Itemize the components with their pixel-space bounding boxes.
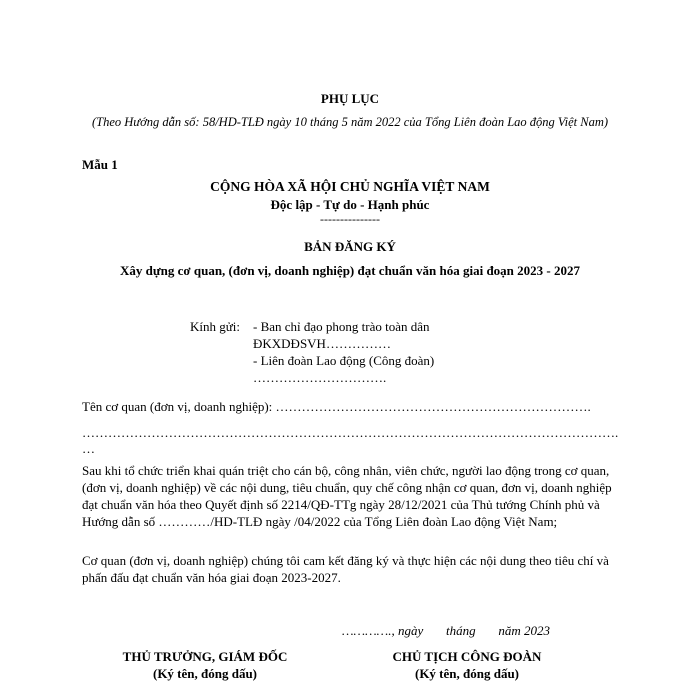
appendix-subtitle: (Theo Hướng dẫn số: 58/HD-TLĐ ngày 10 tháng 5 năm 2022 của Tổng Liên đoàn Lao động Việt Nam) bbox=[91, 115, 609, 129]
document-title: BẢN ĐĂNG KÝ bbox=[304, 239, 396, 254]
document-subtitle: Xây dựng cơ quan, (đơn vị, doanh nghiệp) đạt chuẩn văn hóa giai đoạn 2023 - 2027 bbox=[120, 263, 580, 278]
appendix-title: PHỤ LỤC bbox=[320, 91, 380, 106]
form-label: Mẫu 1 bbox=[82, 157, 118, 172]
header-divider: --------------- bbox=[320, 212, 380, 226]
nation-motto: Độc lập - Tự do - Hạnh phúc bbox=[270, 197, 430, 212]
recipient-line: - Liên đoàn Lao động (Công đoàn) bbox=[253, 353, 435, 368]
recipient-line: - Ban chỉ đạo phong trào toàn dân bbox=[253, 319, 430, 334]
signature-director-title: THỦ TRƯỞNG, GIÁM ĐỐC bbox=[122, 649, 288, 664]
signature-union-chair-note: (Ký tên, đóng dấu) bbox=[414, 666, 520, 681]
recipient-line: …………………………. bbox=[253, 370, 387, 385]
signature-union-chair bbox=[362, 648, 572, 682]
body-paragraph-2: Cơ quan (đơn vị, doanh nghiệp) chúng tôi cam kết đăng ký và thực hiện các nội dung theo tiêu chí và phấn đấu đạt chuẩn văn hóa giai đoạn 2023-2027. bbox=[82, 553, 609, 585]
date-line: …………., ngày tháng năm 2023 bbox=[342, 623, 551, 638]
signature-director bbox=[100, 648, 310, 682]
recipient-line: ĐKXDĐSVH…………… bbox=[253, 336, 391, 351]
signature-union-chair-title: CHỦ TỊCH CÔNG ĐOÀN bbox=[392, 649, 542, 664]
org-name-blank-line: ……………………………………………………………………………………………………………. bbox=[82, 425, 618, 440]
recipients-list bbox=[253, 318, 513, 386]
body-paragraph-1: Sau khi tổ chức triển khai quán triệt cho cán bộ, công nhân, viên chức, người lao động trong cơ quan, (đơn vị, doanh nghiệp) về các nội dung, tiêu chuẩn, quy chế công nhận cơ quan, đơn vị, doanh nghiệp đạt chuẩn văn hóa theo Quyết định số 2214/QĐ-TTg ngày 28/12/2021 của Thủ tướng Chính phủ và Hướng dẫn số …………/HD-TLĐ ngày /04/2022 của Tổng Liên đoàn Lao động Việt Nam; bbox=[82, 463, 612, 529]
signature-director-note: (Ký tên, đóng dấu) bbox=[152, 666, 258, 681]
org-name-blank-tail: … bbox=[82, 441, 95, 456]
nation-name: CỘNG HÒA XÃ HỘI CHỦ NGHĨA VIỆT NAM bbox=[210, 179, 490, 194]
org-name-label: Tên cơ quan (đơn vị, doanh nghiệp): bbox=[82, 399, 273, 414]
recipients-label: Kính gửi: bbox=[190, 319, 241, 334]
org-name-line bbox=[82, 398, 618, 415]
org-name-blank: ………………………………………………………………. bbox=[275, 399, 591, 414]
